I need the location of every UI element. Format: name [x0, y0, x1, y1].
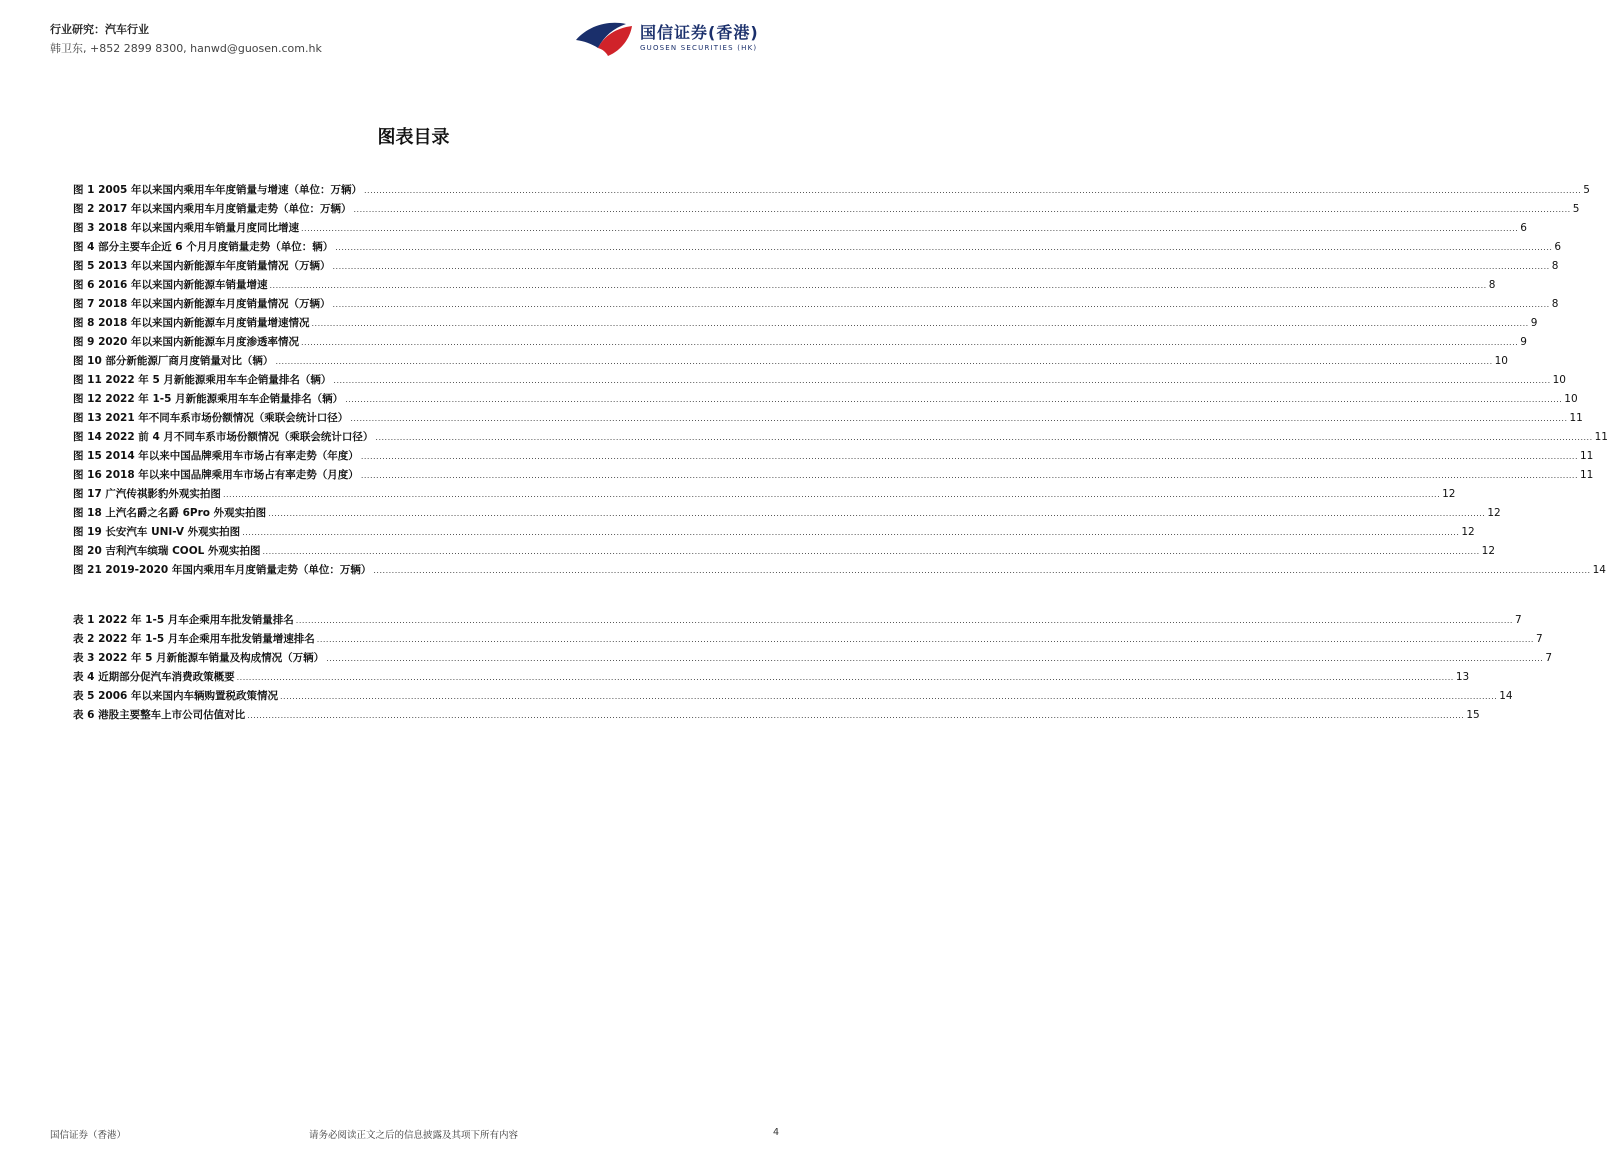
figure-entry-label: 图 21 2019-2020 年国内乘用车月度销量走势（单位：万辆）	[73, 564, 372, 576]
dot-leader: ................................................................................................................................................................................................................................................................................................................................................................................................................	[360, 452, 1578, 461]
figure-entry[interactable]	[73, 543, 1496, 562]
figure-entry-page: 12	[1481, 545, 1496, 557]
figure-entry[interactable]	[73, 239, 1562, 258]
table-entry[interactable]	[73, 688, 1513, 707]
dot-leader: ................................................................................................................................................................................................................................................................................................................................................................................................................	[295, 616, 1513, 625]
dot-leader: ................................................................................................................................................................................................................................................................................................................................................................................................................	[275, 357, 1493, 366]
dot-leader: ................................................................................................................................................................................................................................................................................................................................................................................................................	[316, 635, 1534, 644]
table-entry-label: 表 1 2022 年 1-5 月车企乘用车批发销量排名	[73, 614, 294, 626]
figure-entry[interactable]	[73, 277, 1496, 296]
figure-entry-page: 12	[1442, 488, 1456, 500]
table-index-list	[73, 612, 1552, 726]
dot-leader: ................................................................................................................................................................................................................................................................................................................................................................................................................	[332, 262, 1550, 271]
figure-entry-page: 8	[1488, 279, 1496, 291]
table-entry-page: 13	[1455, 671, 1470, 683]
page-title: 图表目录	[377, 127, 450, 148]
figure-entry-label: 图 9 2020 年以来国内新能源车月度渗透率情况	[73, 336, 299, 348]
figure-entry-page: 6	[1520, 222, 1527, 234]
dot-leader: ................................................................................................................................................................................................................................................................................................................................................................................................................	[301, 224, 1519, 233]
dot-leader: ................................................................................................................................................................................................................................................................................................................................................................................................................	[345, 395, 1563, 404]
footer-company: 国信证券（香港）	[50, 1130, 127, 1141]
dot-leader: ................................................................................................................................................................................................................................................................................................................................................................................................................	[335, 243, 1553, 252]
figure-entry[interactable]	[73, 486, 1456, 505]
figure-entry-label: 图 7 2018 年以来国内新能源车月度销量情况（万辆）	[73, 298, 331, 310]
dot-leader: ................................................................................................................................................................................................................................................................................................................................................................................................................	[301, 338, 1519, 347]
figure-entry-label: 图 12 2022 年 1-5 月新能源乘用车车企销量排名（辆）	[73, 393, 344, 405]
dot-leader: ................................................................................................................................................................................................................................................................................................................................................................................................................	[353, 205, 1571, 214]
figure-entry-label: 图 16 2018 年以来中国品牌乘用车市场占有率走势（月度）	[73, 469, 359, 481]
figure-index-list	[73, 182, 1608, 581]
dot-leader: ................................................................................................................................................................................................................................................................................................................................................................................................................	[280, 692, 1498, 701]
figure-entry[interactable]	[73, 372, 1566, 391]
table-entry-page: 15	[1466, 709, 1480, 721]
figure-entry-page: 8	[1551, 298, 1559, 310]
figure-entry-page: 12	[1487, 507, 1501, 519]
figure-entry-page: 9	[1520, 336, 1527, 348]
figure-entry[interactable]	[73, 182, 1590, 201]
figure-entry[interactable]	[73, 524, 1475, 543]
dot-leader: ................................................................................................................................................................................................................................................................................................................................................................................................................	[236, 673, 1454, 682]
figure-entry[interactable]	[73, 315, 1538, 334]
figure-entry-label: 图 11 2022 年 5 月新能源乘用车车企销量排名（辆）	[73, 374, 332, 386]
dot-leader: ................................................................................................................................................................................................................................................................................................................................................................................................................	[350, 414, 1568, 423]
dot-leader: ................................................................................................................................................................................................................................................................................................................................................................................................................	[326, 654, 1544, 663]
table-entry-page: 7	[1545, 652, 1552, 664]
figure-entry-page: 6	[1554, 241, 1562, 253]
table-entry-label: 表 6 港股主要整车上市公司估值对比	[73, 709, 246, 721]
figure-entry[interactable]	[73, 448, 1594, 467]
figure-entry[interactable]	[73, 391, 1578, 410]
figure-entry[interactable]	[73, 353, 1508, 372]
logo-english-name: GUOSEN SECURITIES (HK)	[640, 44, 758, 52]
figure-entry-label: 图 8 2018 年以来国内新能源车月度销量增速情况	[73, 317, 310, 329]
table-entry-label: 表 3 2022 年 5 月新能源车销量及构成情况（万辆）	[73, 652, 325, 664]
table-entry-label: 表 2 2022 年 1-5 月车企乘用车批发销量增速排名	[73, 633, 315, 645]
page-number: 4	[772, 1127, 779, 1138]
dot-leader: ................................................................................................................................................................................................................................................................................................................................................................................................................	[364, 186, 1582, 195]
figure-entry-page: 11	[1594, 431, 1608, 443]
figure-entry-label: 图 2 2017 年以来国内乘用车月度销量走势（单位：万辆）	[73, 203, 352, 215]
table-entry-page: 7	[1535, 633, 1543, 645]
dot-leader: ................................................................................................................................................................................................................................................................................................................................................................................................................	[333, 376, 1551, 385]
figure-entry-page: 11	[1569, 412, 1583, 424]
dot-leader: ................................................................................................................................................................................................................................................................................................................................................................................................................	[269, 281, 1487, 290]
figure-entry-page: 10	[1494, 355, 1508, 367]
footer-disclaimer: 请务必阅读正文之后的信息披露及其项下所有内容	[308, 1130, 518, 1141]
table-entry[interactable]	[73, 650, 1552, 669]
figure-entry[interactable]	[73, 296, 1559, 315]
figure-entry-label: 图 10 部分新能源厂商月度销量对比（辆）	[73, 355, 274, 367]
dot-leader: ................................................................................................................................................................................................................................................................................................................................................................................................................	[360, 471, 1578, 480]
figure-entry[interactable]	[73, 201, 1580, 220]
figure-entry-page: 14	[1592, 564, 1606, 576]
logo-mark-icon	[574, 18, 636, 58]
table-entry[interactable]	[73, 612, 1522, 631]
dot-leader: ................................................................................................................................................................................................................................................................................................................................................................................................................	[332, 300, 1550, 309]
figure-entry-label: 图 13 2021 年不同车系市场份额情况（乘联会统计口径）	[73, 412, 349, 424]
figure-entry-label: 图 18 上汽名爵之名爵 6Pro 外观实拍图	[73, 507, 267, 519]
figure-entry-label: 图 6 2016 年以来国内新能源车销量增速	[73, 279, 268, 291]
figure-entry-page: 10	[1552, 374, 1566, 386]
dot-leader: ................................................................................................................................................................................................................................................................................................................................................................................................................	[311, 319, 1529, 328]
figure-entry[interactable]	[73, 410, 1583, 429]
figure-entry[interactable]	[73, 505, 1501, 524]
report-category: 行业研究：汽车行业	[50, 23, 149, 36]
figure-entry-page: 5	[1572, 203, 1580, 215]
table-entry-page: 7	[1514, 614, 1522, 626]
analyst-contact: 韩卫东, +852 2899 8300, hanwd@guosen.com.hk	[50, 42, 322, 55]
figure-entry-page: 11	[1580, 469, 1594, 481]
table-entry[interactable]	[73, 631, 1543, 650]
table-entry[interactable]	[73, 669, 1470, 688]
dot-leader: ................................................................................................................................................................................................................................................................................................................................................................................................................	[373, 566, 1591, 575]
figure-entry-page: 11	[1580, 450, 1594, 462]
figure-entry[interactable]	[73, 334, 1527, 353]
table-entry-page: 14	[1499, 690, 1513, 702]
table-entry-label: 表 4 近期部分促汽车消费政策概要	[73, 671, 235, 683]
figure-entry[interactable]	[73, 220, 1527, 239]
figure-entry[interactable]	[73, 467, 1594, 486]
dot-leader: ................................................................................................................................................................................................................................................................................................................................................................................................................	[262, 547, 1480, 556]
figure-entry[interactable]	[73, 562, 1606, 581]
figure-entry-label: 图 17 广汽传祺影豹外观实拍图	[73, 488, 221, 500]
figure-entry-label: 图 15 2014 年以来中国品牌乘用车市场占有率走势（年度）	[73, 450, 359, 462]
figure-entry-label: 图 5 2013 年以来国内新能源车年度销量情况（万辆）	[73, 260, 331, 272]
figure-entry-label: 图 4 部分主要车企近 6 个月月度销量走势（单位：辆）	[73, 241, 334, 253]
figure-entry-page: 5	[1583, 184, 1590, 196]
figure-entry-page: 10	[1564, 393, 1578, 405]
figure-entry-label: 图 14 2022 前 4 月不同车系市场份额情况（乘联会统计口径）	[73, 431, 374, 443]
figure-entry-label: 图 1 2005 年以来国内乘用车年度销量与增速（单位：万辆）	[73, 184, 362, 196]
company-logo	[574, 18, 784, 60]
figure-entry[interactable]	[73, 429, 1608, 448]
figure-entry-label: 图 3 2018 年以来国内乘用车销量月度同比增速	[73, 222, 299, 234]
dot-leader: ................................................................................................................................................................................................................................................................................................................................................................................................................	[375, 433, 1593, 442]
figure-entry-page: 9	[1530, 317, 1538, 329]
dot-leader: ................................................................................................................................................................................................................................................................................................................................................................................................................	[222, 490, 1441, 499]
figure-entry[interactable]	[73, 258, 1559, 277]
dot-leader: ................................................................................................................................................................................................................................................................................................................................................................................................................	[247, 711, 1465, 720]
dot-leader: ................................................................................................................................................................................................................................................................................................................................................................................................................	[268, 509, 1486, 518]
figure-entry-page: 12	[1461, 526, 1475, 538]
table-entry[interactable]	[73, 707, 1480, 726]
figure-entry-label: 图 20 吉利汽车缤瑞 COOL 外观实拍图	[73, 545, 261, 557]
table-entry-label: 表 5 2006 年以来国内车辆购置税政策情况	[73, 690, 278, 702]
dot-leader: ................................................................................................................................................................................................................................................................................................................................................................................................................	[242, 528, 1460, 537]
logo-name: 国信证券(香港)	[640, 23, 759, 42]
report-header	[50, 22, 322, 57]
figure-entry-page: 8	[1551, 260, 1559, 272]
figure-entry-label: 图 19 长安汽车 UNI-V 外观实拍图	[73, 526, 241, 538]
